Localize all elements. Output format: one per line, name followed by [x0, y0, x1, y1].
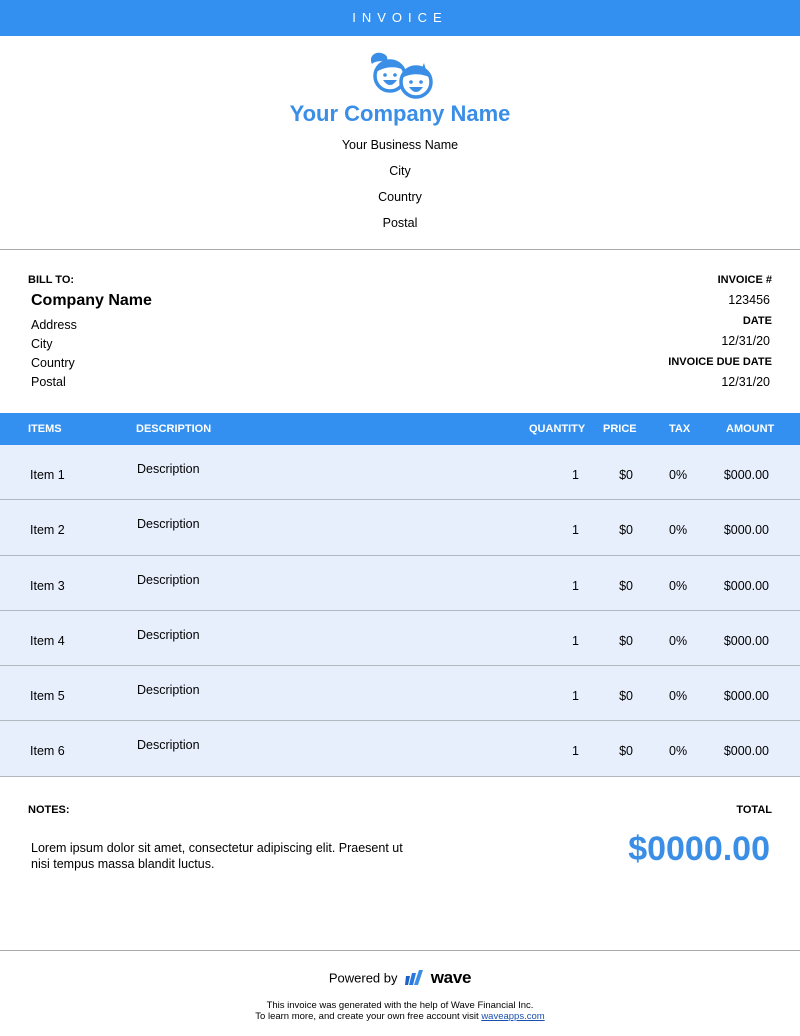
invoice-date: 12/31/20: [721, 334, 770, 348]
item-price: $0: [619, 468, 633, 482]
column-header-description: DESCRIPTION: [136, 423, 212, 435]
total-label: TOTAL: [736, 804, 772, 816]
invoice-number: 123456: [728, 293, 770, 307]
notes-label: NOTES:: [28, 804, 70, 816]
items-table-body: [0, 445, 800, 777]
item-price: $0: [619, 578, 633, 593]
table-row: [0, 611, 800, 666]
wave-brand: wave: [430, 968, 472, 987]
bill-to-label: BILL TO:: [28, 274, 75, 286]
item-name: Item 5: [30, 689, 65, 704]
item-name: Item 6: [30, 744, 65, 759]
kids-faces-logo-icon: [366, 50, 436, 102]
table-row: [0, 556, 800, 611]
bill-to-country: Country: [31, 356, 75, 370]
item-name: Item 3: [30, 578, 65, 593]
wave-logo-icon: [405, 970, 427, 986]
item-tax: 0%: [669, 523, 688, 538]
item-tax: 0%: [669, 744, 688, 759]
footer-learn-more: [0, 1011, 800, 1022]
company-city: City: [389, 164, 411, 178]
item-tax: 0%: [669, 578, 688, 593]
column-header-quantity: QUANTITY: [529, 423, 586, 435]
item-amount: $000.00: [723, 468, 769, 482]
column-header-amount: AMOUNT: [726, 423, 775, 435]
company-postal: Postal: [382, 216, 418, 230]
table-row: [0, 721, 800, 776]
item-tax: 0%: [669, 468, 688, 482]
bill-to-address: Address: [31, 318, 77, 332]
column-header-tax: TAX: [669, 423, 691, 435]
item-quantity: 1: [572, 578, 579, 593]
item-tax: 0%: [669, 633, 688, 648]
footer-generated-text: This invoice was generated with the help of Wave Financial Inc.: [266, 1000, 534, 1011]
table-row: [0, 666, 800, 721]
item-quantity: 1: [572, 468, 579, 482]
column-header-price: PRICE: [603, 423, 637, 435]
item-description: Description: [137, 572, 200, 587]
item-price: $0: [619, 523, 633, 538]
notes-text: Lorem ipsum dolor sit amet, consectetur adipiscing elit. Praesent ut nisi tempus massa blandit luctus.: [31, 841, 403, 871]
powered-by-label: Powered by: [328, 970, 398, 986]
item-amount: $000.00: [723, 523, 769, 538]
bill-to-city: City: [31, 337, 53, 351]
item-description: Description: [137, 517, 200, 532]
item-name: Item 2: [30, 523, 65, 538]
due-date: 12/31/20: [721, 375, 770, 389]
item-price: $0: [619, 744, 633, 759]
powered-by: [0, 968, 800, 988]
item-price: $0: [619, 689, 633, 704]
item-quantity: 1: [572, 633, 579, 648]
item-quantity: 1: [572, 523, 579, 538]
bill-to-company: Company Name: [31, 292, 152, 309]
invoice-number-label: INVOICE #: [717, 274, 772, 286]
item-description: Description: [137, 627, 200, 642]
item-amount: $000.00: [723, 578, 769, 593]
item-name: Item 4: [30, 633, 65, 648]
column-header-items: ITEMS: [28, 423, 62, 435]
table-row: [0, 500, 800, 555]
waveapps-link[interactable]: waveapps.com: [481, 1011, 545, 1022]
item-amount: $000.00: [723, 633, 769, 648]
footer-divider: [0, 950, 800, 951]
date-label: DATE: [742, 315, 772, 327]
due-date-label: INVOICE DUE DATE: [668, 356, 772, 368]
table-row: [0, 445, 800, 500]
items-table-header: [0, 413, 800, 445]
item-description: Description: [137, 683, 200, 698]
item-amount: $000.00: [723, 689, 769, 704]
item-description: Description: [137, 462, 200, 476]
header-divider: [0, 249, 800, 250]
item-amount: $000.00: [723, 744, 769, 759]
invoice-title-bar: INVOICE: [0, 0, 800, 36]
total-amount: $0000.00: [628, 830, 770, 868]
company-name: Your Company Name: [289, 101, 511, 126]
footer-learn-more-text: To learn more, and create your own free account visit: [255, 1011, 479, 1022]
item-description: Description: [137, 738, 200, 753]
bill-to-postal: Postal: [31, 375, 66, 389]
business-name: Your Business Name: [341, 138, 459, 152]
item-tax: 0%: [669, 689, 688, 704]
item-price: $0: [619, 633, 633, 648]
item-quantity: 1: [572, 689, 579, 704]
company-country: Country: [378, 190, 422, 204]
item-quantity: 1: [572, 744, 579, 759]
item-name: Item 1: [30, 468, 65, 482]
